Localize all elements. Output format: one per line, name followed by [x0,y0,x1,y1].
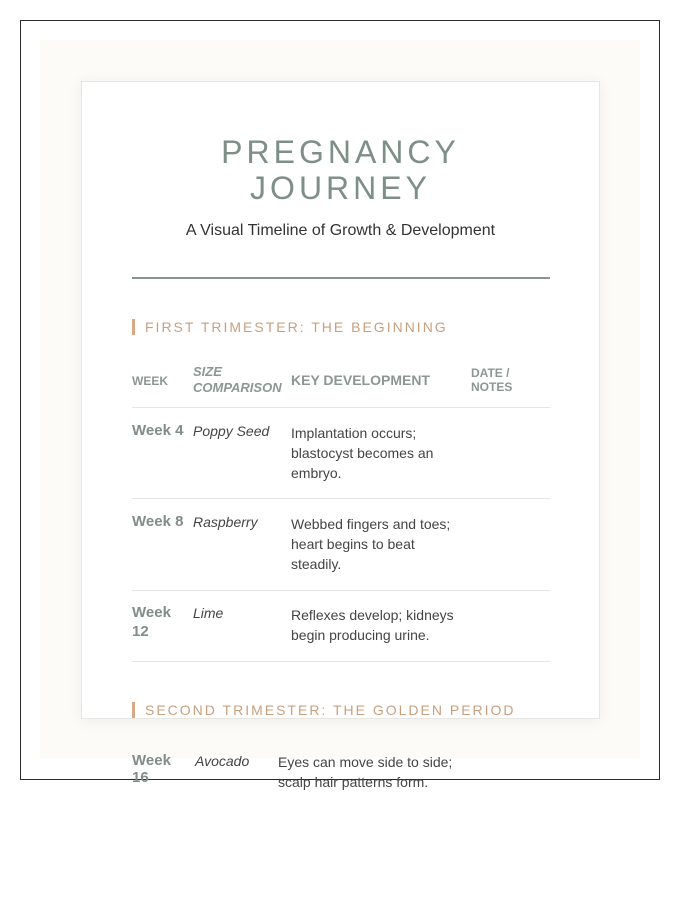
development-line: Eyes can move side to side; [278,754,453,770]
development-line: blastocyst becomes an [291,445,434,461]
development-line: embryo. [291,465,342,481]
row-divider [132,590,550,591]
row-divider [132,661,550,662]
week-label: Week 8 [132,513,184,530]
week-number: 12 [132,623,149,640]
week-label: Week [132,752,171,769]
week-label: Week 4 [132,422,184,439]
week-label: Week [132,604,171,621]
section-title-first-trimester: FIRST TRIMESTER: THE BEGINNING [132,319,448,335]
header-week: WEEK [132,374,168,388]
week-number: 16 [132,769,149,786]
title-divider [132,277,550,279]
document-subtitle: A Visual Timeline of Growth & Development [185,222,496,239]
header-size-line1: SIZE [193,364,222,379]
size-comparison: Raspberry [193,514,258,530]
development-line: steadily. [291,556,342,572]
document-card [81,81,600,719]
development-line: Reflexes develop; kidneys [291,607,454,623]
header-notes-line2: NOTES [471,380,513,394]
size-comparison: Lime [193,605,224,621]
development-line: Implantation occurs; [291,425,417,441]
header-notes-line1: DATE / [471,366,510,380]
size-comparison: Poppy Seed [193,423,270,439]
section-title-second-trimester: SECOND TRIMESTER: THE GOLDEN PERIOD [132,702,516,718]
row-divider [132,498,550,499]
header-divider [132,407,550,408]
size-comparison: Avocado [195,753,250,769]
development-line: heart begins to beat [291,536,415,552]
development-line: Webbed fingers and toes; [291,516,451,532]
header-size-line2: COMPARISON [193,380,282,395]
development-line: scalp hair patterns form. [278,774,429,790]
header-development: KEY DEVELOPMENT [291,372,430,388]
development-line: begin producing urine. [291,627,430,643]
document-title-line1: PREGNANCY [221,134,460,170]
document-title-line2: JOURNEY [250,170,431,206]
